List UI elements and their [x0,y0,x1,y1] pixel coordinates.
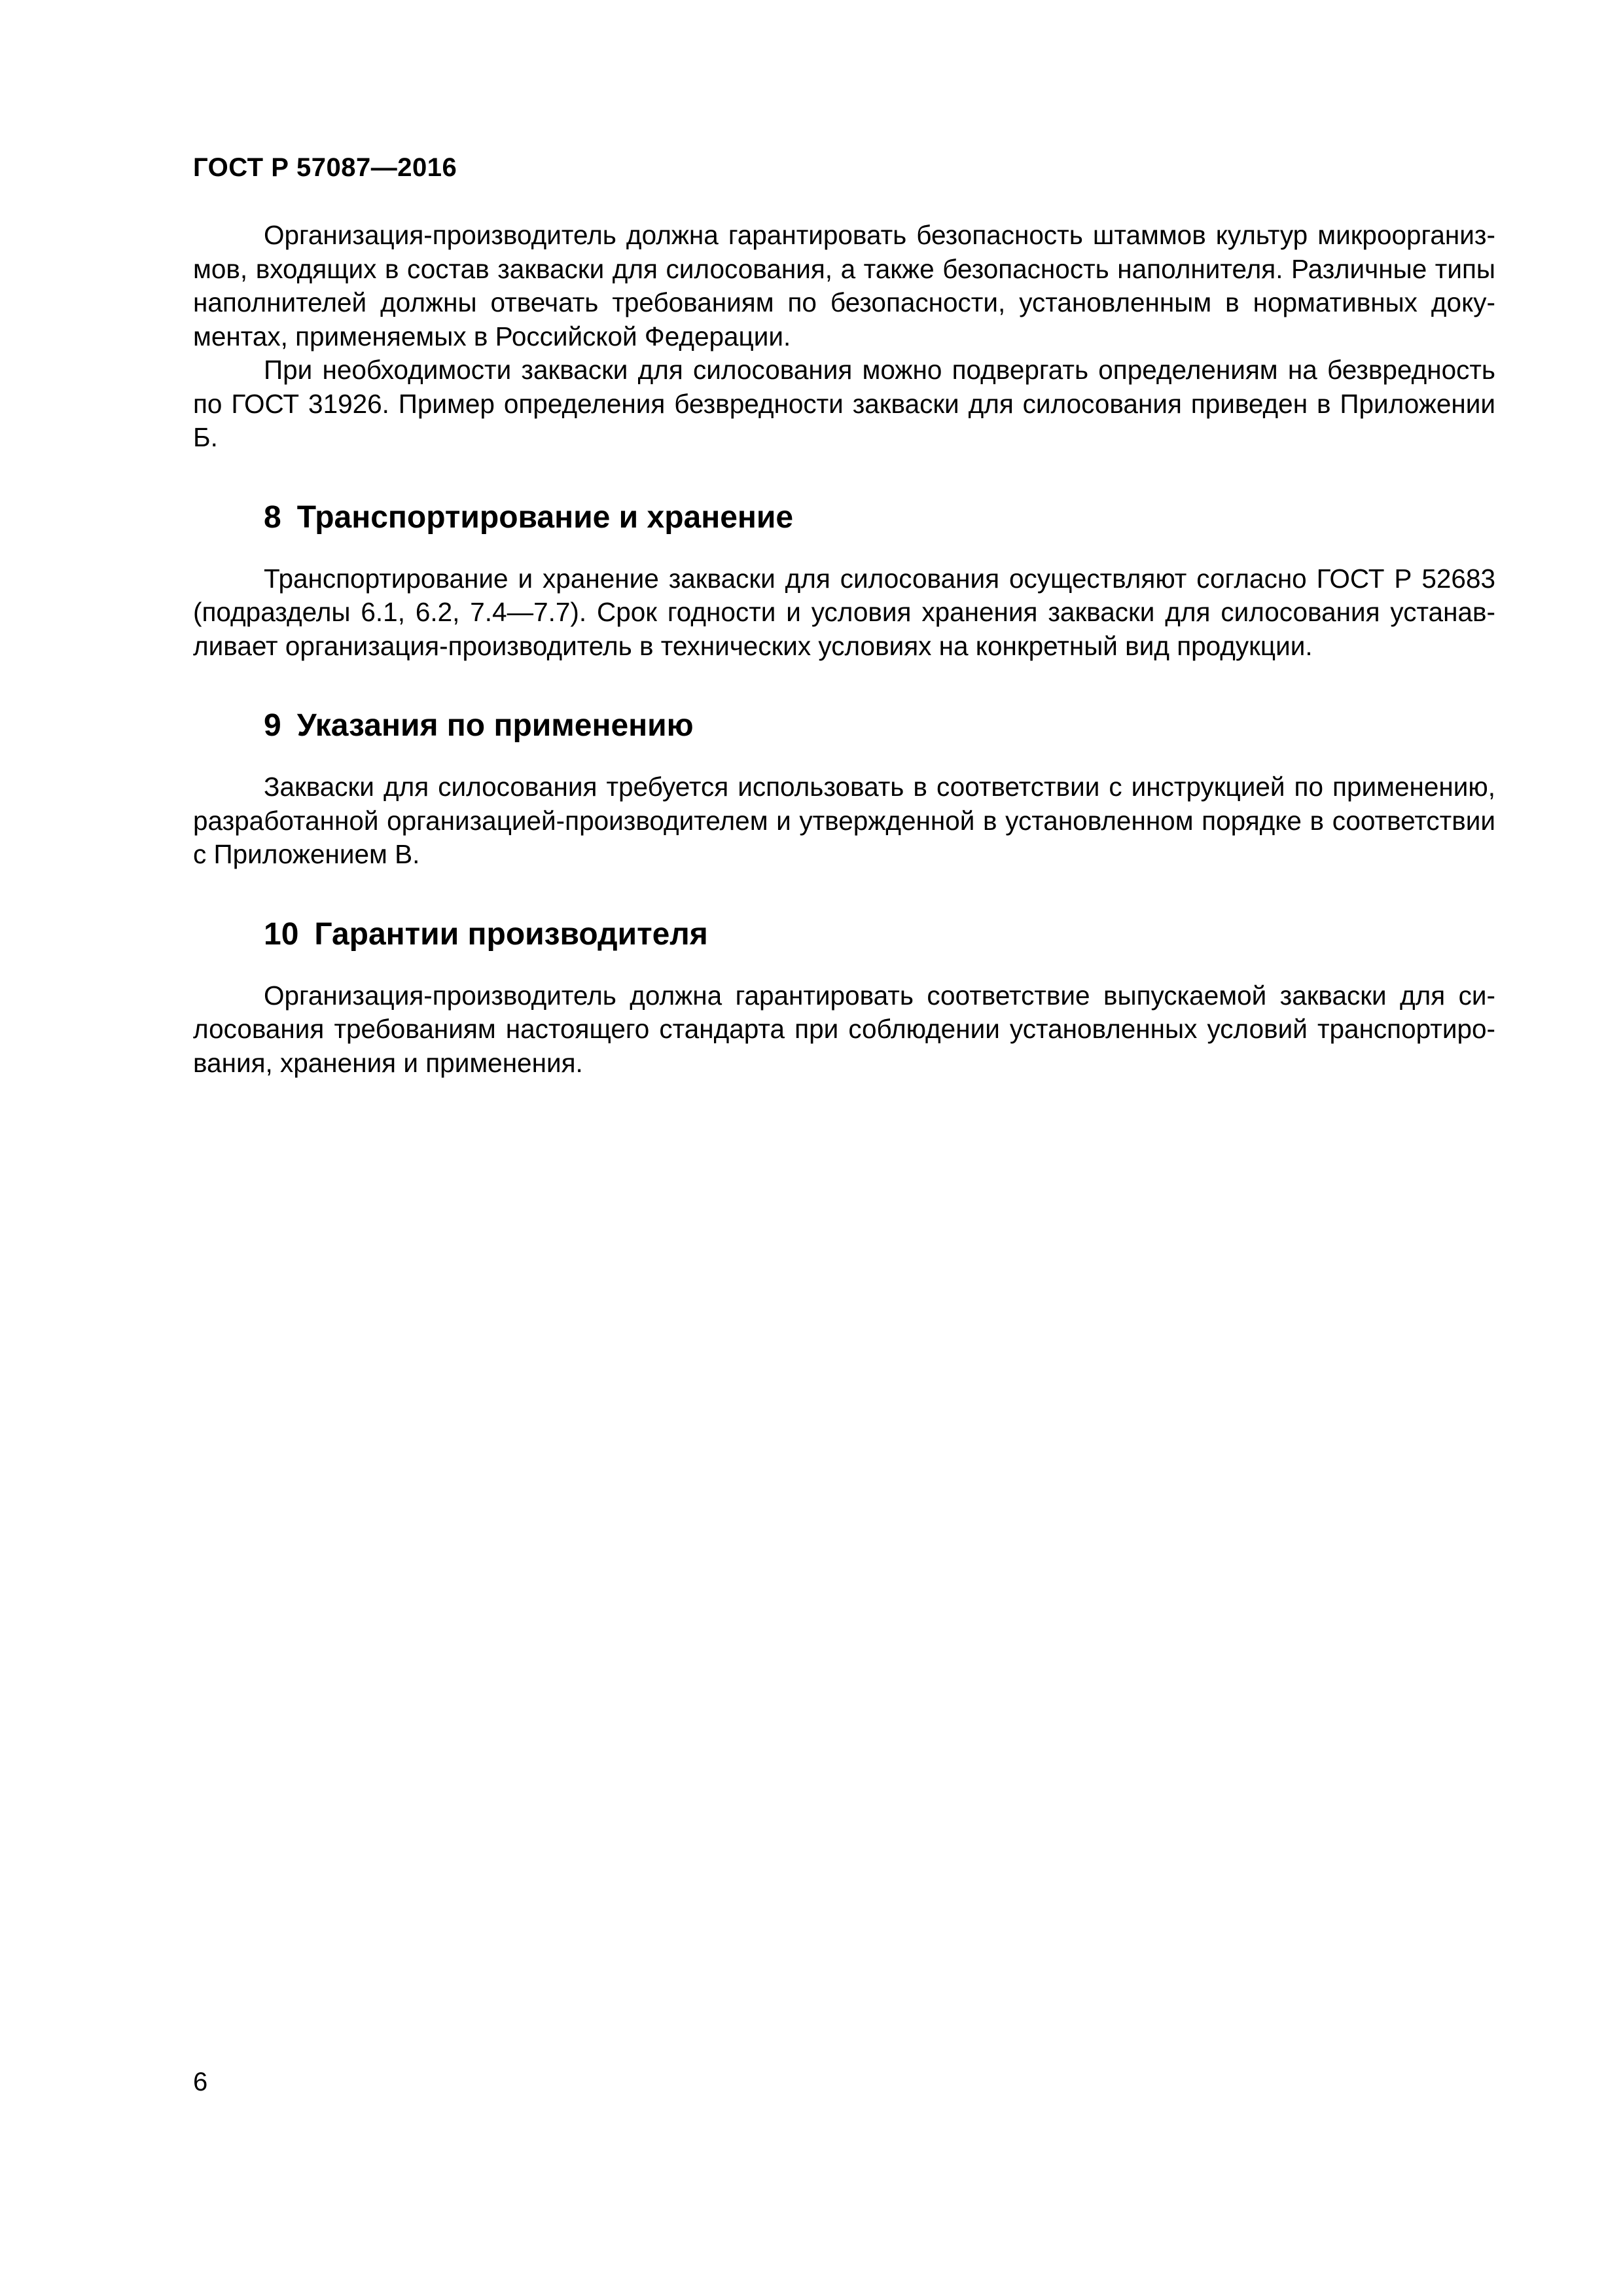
paragraph-strain-safety: Организация-производитель должна гарантировать безопасность штаммов культур микроорганизмов, входящих в состав закваски для силосования, а также безопасность наполнителя. Различные типы наполнителей должны отвечать требованиям по безопасности, установленным в нормативных документах, применяемых в Российской Федерации. [193,220,1495,351]
section-number: 8 [264,499,281,535]
section-title-text: Указания по применению [296,708,694,743]
standard-designation: ГОСТ Р 57087—2016 [193,153,457,182]
section-title-text: Транспортирование и хранение [296,499,794,535]
section-heading-9 [193,706,1495,745]
paragraph-harmlessness: При необходимости закваски для силосования можно подвергать определениям на безвредность по ГОСТ 31926. Пример определения безвредности закваски для силосования приведен в Приложении Б. [193,355,1495,452]
section-title-text: Гарантии производителя [314,916,708,952]
section-heading-10 [193,915,1495,954]
paragraph-manufacturer-guarantees: Организация-производитель должна гарантировать соответствие выпускаемой закваски для силосования требованиям настоящего стандарта при соблюдении установленных условий транспортирования, хранения и применения. [193,980,1495,1078]
page-number: 6 [193,2068,208,2096]
section-number: 10 [264,916,299,952]
paragraph-usage-instructions: Закваски для силосования требуется использовать в соответствии с инструкцией по применению, разработанной организацией-производителем и утвержденной в установленном порядке в соответствии с Приложением В. [193,772,1495,869]
section-number: 9 [264,708,281,743]
paragraph-transport-storage: Транспортирование и хранение закваски для силосования осуществляют согласно ГОСТ Р 52683 (подразделы 6.1, 6.2, 7.4—7.7). Срок годности и условия хранения закваски для силосования устанавливает организация-производитель в технических условиях на конкретный вид продукции. [193,563,1495,661]
document-body [193,219,1495,1080]
section-heading-8 [193,498,1495,537]
